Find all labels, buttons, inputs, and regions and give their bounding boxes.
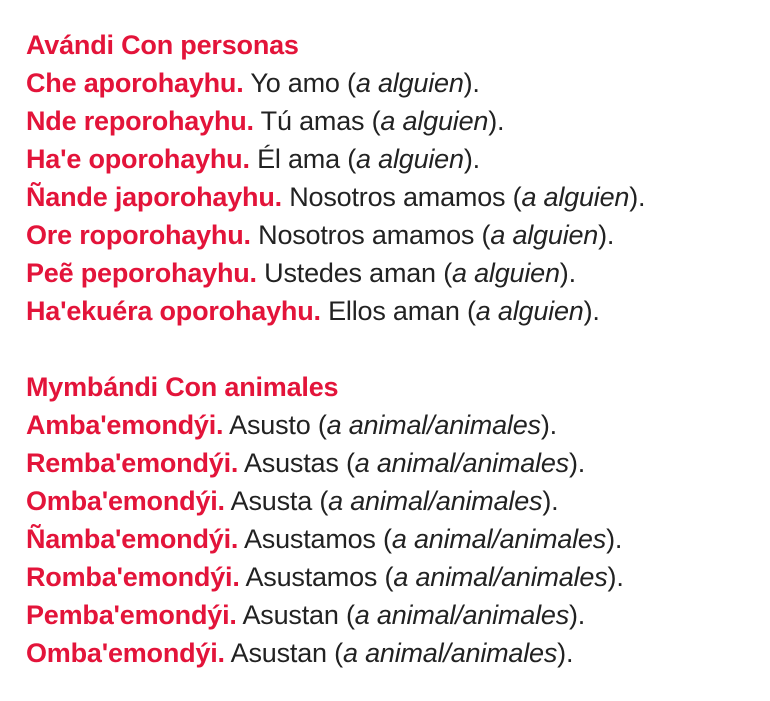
guarani-phrase: Ha'ekuéra oporohayhu. xyxy=(26,296,321,326)
object-note: a animal/animales xyxy=(354,600,569,630)
section-heading: Mymbándi Con animales xyxy=(26,372,339,402)
open-paren: ( xyxy=(371,106,381,136)
conjugation-line xyxy=(26,406,770,444)
open-paren: ( xyxy=(467,296,476,326)
object-note: a alguien xyxy=(451,258,560,288)
guarani-phrase: Peẽ peporohayhu. xyxy=(26,258,257,288)
guarani-phrase: Omba'emondýi. xyxy=(26,486,225,516)
guarani-phrase: Amba'emondýi. xyxy=(26,410,224,440)
open-paren: ( xyxy=(334,638,343,668)
close-paren: ). xyxy=(559,258,576,288)
spanish-translation: Tú amas xyxy=(260,106,365,136)
conjugation-line xyxy=(26,558,770,596)
spanish-translation: Asustan xyxy=(242,600,339,630)
conjugation-line xyxy=(26,520,770,558)
spanish-translation: Él ama xyxy=(257,144,340,174)
open-paren: ( xyxy=(317,410,327,440)
conjugation-line xyxy=(26,140,770,178)
object-note: a alguien xyxy=(356,144,464,174)
conjugation-line xyxy=(26,178,770,216)
open-paren: ( xyxy=(347,68,356,98)
spanish-translation: Ellos aman xyxy=(328,296,460,326)
guarani-phrase: Ñamba'emondýi. xyxy=(26,524,239,554)
conjugation-line xyxy=(26,596,770,634)
spanish-translation: Nosotros amamos xyxy=(258,220,475,250)
object-note: a animal/animales xyxy=(326,410,541,440)
close-paren: ). xyxy=(629,182,646,212)
close-paren: ). xyxy=(606,524,623,554)
guarani-phrase: Ha'e oporohayhu. xyxy=(26,144,250,174)
close-paren: ). xyxy=(568,448,586,478)
object-note: a alguien xyxy=(355,68,464,98)
close-paren: ). xyxy=(607,562,624,592)
open-paren: ( xyxy=(345,600,355,630)
open-paren: ( xyxy=(384,562,394,592)
close-paren: ). xyxy=(540,410,557,440)
close-paren: ). xyxy=(569,600,586,630)
spanish-translation: Yo amo xyxy=(250,68,340,98)
guarani-phrase: Che aporohayhu. xyxy=(26,68,244,98)
guarani-phrase: Pemba'emondýi. xyxy=(26,600,237,630)
close-paren: ). xyxy=(557,638,574,668)
conjugation-line xyxy=(26,292,770,330)
conjugation-line xyxy=(26,482,770,520)
conjugation-line xyxy=(26,634,770,672)
spanish-translation: Asustas xyxy=(243,448,339,478)
close-paren: ). xyxy=(463,68,480,98)
open-paren: ( xyxy=(345,448,355,478)
section-animales xyxy=(26,368,770,672)
close-paren: ). xyxy=(598,220,615,250)
close-paren: ). xyxy=(463,144,480,174)
object-note: a alguien xyxy=(475,296,584,326)
spanish-translation: Asustan xyxy=(230,638,327,668)
conjugation-line xyxy=(26,102,770,140)
open-paren: ( xyxy=(383,524,392,554)
conjugation-line xyxy=(26,216,770,254)
object-note: a animal/animales xyxy=(393,562,608,592)
close-paren: ). xyxy=(542,486,559,516)
guarani-phrase: Omba'emondýi. xyxy=(26,638,225,668)
object-note: a animal/animales xyxy=(328,486,543,516)
spanish-translation: Asusta xyxy=(230,486,313,516)
spanish-translation: Ustedes aman xyxy=(264,258,436,288)
conjugation-line xyxy=(26,444,770,482)
object-note: a animal/animales xyxy=(354,448,569,478)
conjugation-line xyxy=(26,64,770,102)
guarani-phrase: Ñande japorohayhu. xyxy=(26,182,282,212)
section-heading: Avándi Con personas xyxy=(26,30,299,60)
open-paren: ( xyxy=(512,182,522,212)
close-paren: ). xyxy=(583,296,600,326)
open-paren: ( xyxy=(319,486,329,516)
spanish-translation: Asustamos xyxy=(243,524,376,554)
spanish-translation: Asusto xyxy=(229,410,311,440)
spanish-translation: Asustamos xyxy=(245,562,378,592)
conjugation-line xyxy=(26,254,770,292)
open-paren: ( xyxy=(481,220,491,250)
spanish-translation: Nosotros amamos xyxy=(289,182,506,212)
guarani-phrase: Nde reporohayhu. xyxy=(26,106,254,136)
guarani-phrase: Remba'emondýi. xyxy=(26,448,239,478)
close-paren: ). xyxy=(488,106,505,136)
object-note: a alguien xyxy=(521,182,630,212)
open-paren: ( xyxy=(443,258,452,288)
object-note: a animal/animales xyxy=(391,524,607,554)
object-note: a alguien xyxy=(380,106,489,136)
object-note: a alguien xyxy=(490,220,599,250)
section-personas xyxy=(26,26,770,330)
open-paren: ( xyxy=(347,144,357,174)
guarani-phrase: Romba'emondýi. xyxy=(26,562,240,592)
guarani-phrase: Ore roporohayhu. xyxy=(26,220,251,250)
object-note: a animal/animales xyxy=(342,638,558,668)
